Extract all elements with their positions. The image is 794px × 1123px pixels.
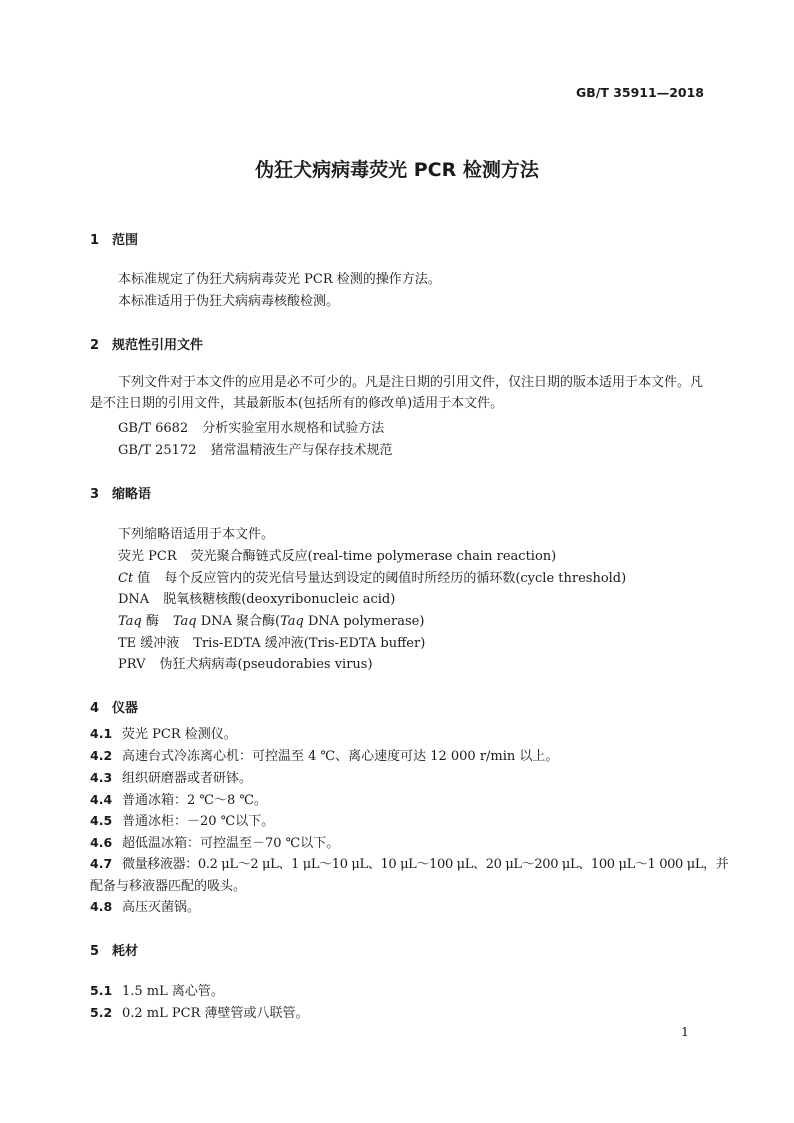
clause-number: 4.7 bbox=[90, 856, 113, 871]
clause-text: 普通冰柜：－20 ℃以下。 bbox=[122, 814, 275, 829]
clause-text: 超低温冰箱：可控温至－70 ℃以下。 bbox=[122, 836, 340, 851]
section-title: 缩略语 bbox=[112, 487, 152, 502]
abbreviation-definition-italic: Taq bbox=[172, 614, 197, 629]
abbreviation-definition-end: DNA polymerase) bbox=[303, 614, 425, 629]
standard-number: GB/T 35911—2018 bbox=[575, 85, 704, 100]
clause-text: 荧光 PCR 检测仪。 bbox=[122, 727, 237, 742]
reference-entry bbox=[118, 417, 384, 436]
clause-text: 1.5 mL 离心管。 bbox=[122, 984, 224, 999]
abbreviation-entry bbox=[118, 610, 424, 629]
section-number: 1 bbox=[90, 233, 100, 248]
abbreviation-definition: DNA 聚合酶( bbox=[196, 614, 281, 629]
clause-item bbox=[90, 853, 728, 872]
abbreviation-definition: 脱氧核糖核酸(deoxyribonucleic acid) bbox=[163, 592, 396, 607]
clause-text: 微量移液器：0.2 μL～2 μL、1 μL～10 μL、10 μL～100 μL、20 μL～200 μL、100 μL～1 000 μL，并 bbox=[122, 857, 729, 872]
abbreviation-entry bbox=[118, 653, 373, 672]
clause-text-continuation: 配备与移液器匹配的吸头。 bbox=[90, 879, 247, 894]
abbreviation-definition: 荧光聚合酶链式反应(real-time polymerase chain reaction) bbox=[190, 549, 557, 564]
abbreviation-term: PRV bbox=[118, 657, 146, 672]
section-number: 5 bbox=[90, 944, 100, 959]
clause-number: 4.6 bbox=[90, 835, 113, 850]
clause-item bbox=[90, 789, 267, 808]
abbreviation-entry bbox=[118, 545, 556, 564]
abbreviation-term-suffix: 酶 bbox=[141, 614, 159, 629]
reference-title: 分析实验室用水规格和试验方法 bbox=[202, 421, 385, 436]
clause-item bbox=[90, 723, 237, 742]
normative-references-paragraph: 下列文件对于本文件的应用是必不可少的。凡是注日期的引用文件，仅注日期的版本适用于本文件。凡是不注日期的引用文件，其最新版本(包括所有的修改单)适用于本文件。 bbox=[90, 375, 704, 411]
reference-code: GB/T 25172 bbox=[118, 443, 197, 458]
reference-code: GB/T 6682 bbox=[118, 421, 189, 436]
clause-number: 4.2 bbox=[90, 748, 113, 763]
abbreviation-term: TE 缓冲液 bbox=[118, 636, 180, 651]
section-2-heading bbox=[90, 334, 203, 353]
section-number: 3 bbox=[90, 487, 100, 502]
section-1-heading bbox=[90, 229, 138, 248]
abbreviation-definition: 伪狂犬病病毒(pseudorabies virus) bbox=[159, 657, 373, 672]
abbreviation-entry bbox=[118, 567, 626, 586]
clause-text: 普通冰箱：2 ℃～8 ℃。 bbox=[122, 793, 267, 808]
reference-title: 猪常温精液生产与保存技术规范 bbox=[210, 443, 393, 458]
scope-paragraph-1: 本标准规定了伪狂犬病病毒荧光 PCR 检测的操作方法。 bbox=[118, 272, 441, 287]
abbreviation-term-italic: Taq bbox=[118, 614, 142, 629]
section-number: 2 bbox=[90, 338, 100, 353]
section-title: 仪器 bbox=[112, 701, 139, 716]
abbreviation-term-italic: Ct bbox=[118, 571, 134, 586]
clause-item bbox=[90, 980, 224, 999]
clause-text: 0.2 mL PCR 薄壁管或八联管。 bbox=[122, 1006, 309, 1021]
scope-paragraph-2: 本标准适用于伪狂犬病病毒核酸检测。 bbox=[118, 294, 340, 309]
abbreviation-term-suffix: 值 bbox=[133, 571, 151, 586]
clause-number: 4.1 bbox=[90, 726, 113, 741]
section-5-heading bbox=[90, 940, 138, 959]
clause-text: 高压灭菌锅。 bbox=[122, 900, 201, 915]
clause-item bbox=[90, 745, 558, 764]
clause-number: 5.1 bbox=[90, 983, 113, 998]
section-title: 范围 bbox=[112, 233, 139, 248]
abbreviation-definition-italic: Taq bbox=[280, 614, 304, 629]
clause-number: 4.3 bbox=[90, 770, 113, 785]
document-title: 伪狂犬病病毒荧光 PCR 检测方法 bbox=[255, 159, 539, 181]
abbreviation-term: DNA bbox=[118, 592, 150, 607]
section-4-heading bbox=[90, 697, 138, 716]
clause-item bbox=[90, 896, 200, 915]
page-number: 1 bbox=[681, 1024, 689, 1039]
abbreviation-term: 荧光 PCR bbox=[118, 549, 177, 564]
clause-item bbox=[90, 832, 339, 851]
abbreviation-entry bbox=[118, 588, 395, 607]
section-number: 4 bbox=[90, 701, 100, 716]
clause-item bbox=[90, 767, 252, 786]
section-3-heading bbox=[90, 483, 151, 502]
clause-number: 4.5 bbox=[90, 813, 113, 828]
clause-number: 4.4 bbox=[90, 792, 113, 807]
abbreviation-entry bbox=[118, 632, 425, 651]
clause-text: 组织研磨器或者研钵。 bbox=[122, 771, 253, 786]
abbreviations-intro: 下列缩略语适用于本文件。 bbox=[118, 527, 275, 542]
section-title: 规范性引用文件 bbox=[112, 338, 204, 353]
abbreviation-definition: 每个反应管内的荧光信号量达到设定的阈值时所经历的循环数(cycle threshold) bbox=[164, 571, 627, 586]
clause-number: 4.8 bbox=[90, 899, 113, 914]
clause-item bbox=[90, 810, 274, 829]
clause-item bbox=[90, 1002, 309, 1021]
clause-text: 高速台式冷冻离心机：可控温至 4 ℃、离心速度可达 12 000 r/min 以上。 bbox=[122, 749, 559, 764]
section-title: 耗材 bbox=[112, 944, 139, 959]
clause-number: 5.2 bbox=[90, 1005, 113, 1020]
abbreviation-definition: Tris-EDTA 缓冲液(Tris-EDTA buffer) bbox=[193, 636, 426, 651]
reference-entry bbox=[118, 439, 393, 458]
